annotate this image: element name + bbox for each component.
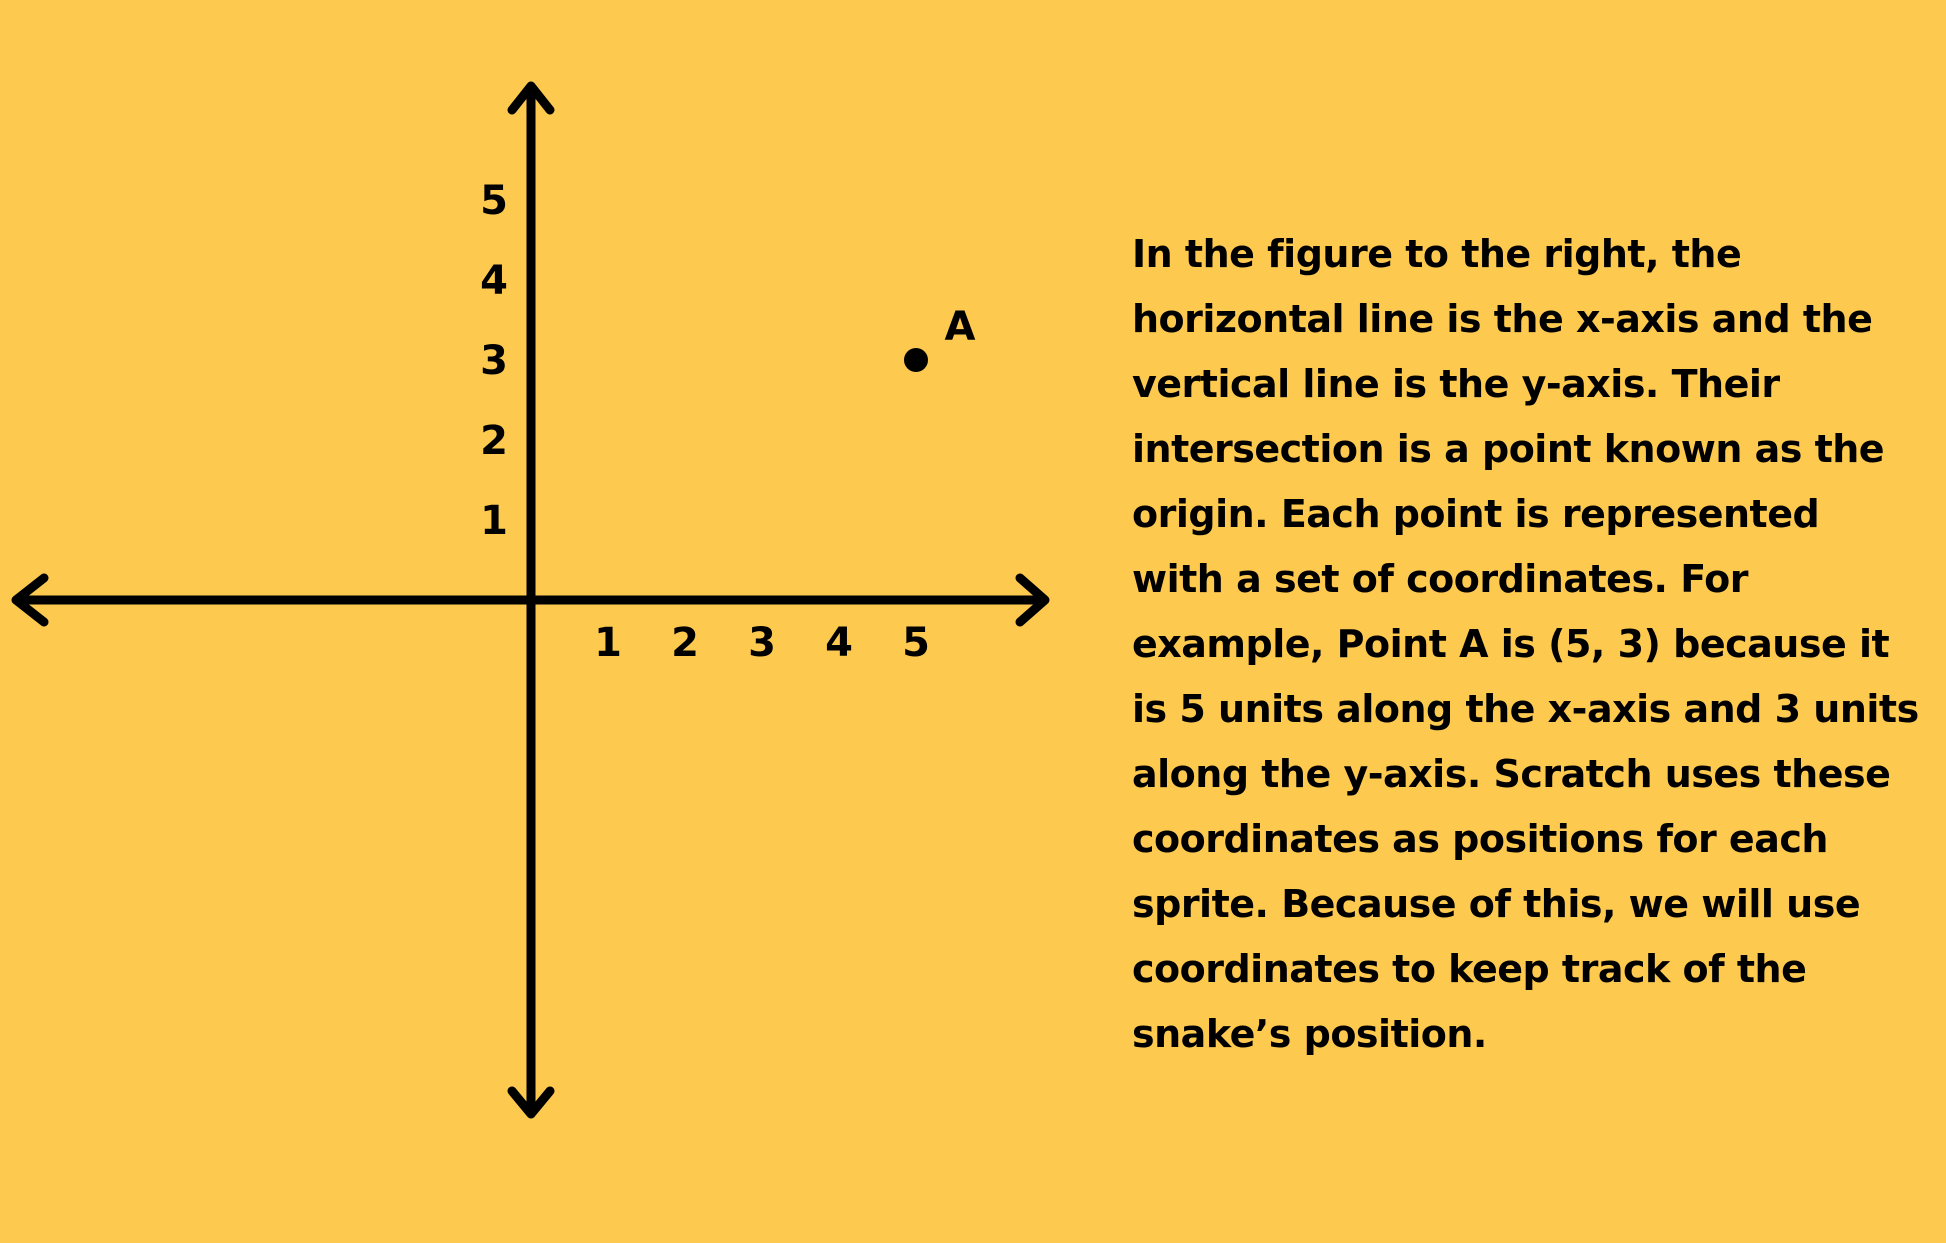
x-tick-label-3: 3 bbox=[748, 620, 776, 666]
x-tick-label-1: 1 bbox=[594, 620, 622, 666]
y-tick-label-2: 2 bbox=[480, 418, 508, 464]
y-tick-label-5: 5 bbox=[480, 178, 508, 224]
x-tick-label-4: 4 bbox=[825, 620, 853, 666]
point-A bbox=[904, 348, 928, 372]
y-tick-label-1: 1 bbox=[480, 498, 508, 544]
x-tick-label-2: 2 bbox=[671, 620, 699, 666]
y-tick-label-4: 4 bbox=[480, 258, 508, 304]
explanation-text: In the figure to the right, the horizontal line is the x-axis and the vertical line is the y-axis. Their intersection is a point known as the origin. Each point is represented with a set of coordinates. For example, Point A is (5, 3) because it is 5 units along the x-axis and 3 units along the y-axis. Scratch uses these coordinates as positions for each sprite. Because of this, we will use coordinates to keep track of the snake’s position. bbox=[1132, 232, 1919, 1056]
y-tick-label-3: 3 bbox=[480, 338, 508, 384]
x-tick-label-5: 5 bbox=[902, 620, 930, 666]
point-label-A: A bbox=[944, 304, 976, 350]
